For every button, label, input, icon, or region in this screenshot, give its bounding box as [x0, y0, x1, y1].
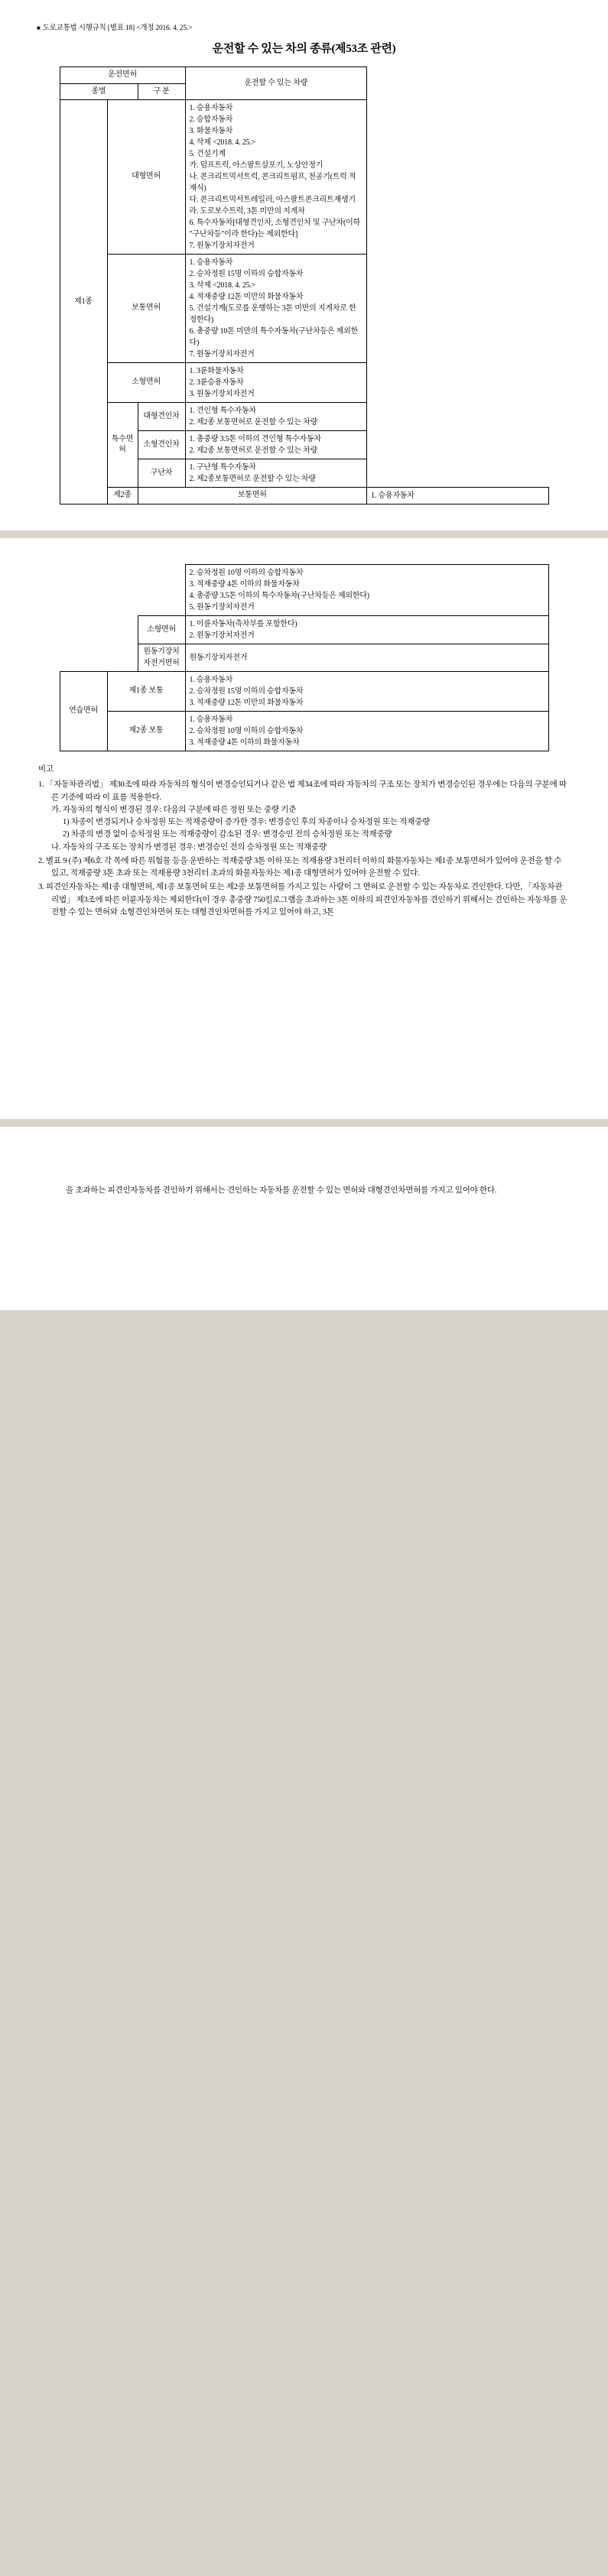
table-row: [60, 616, 548, 644]
vehicles-special-rescue: [185, 459, 367, 488]
list-item: 2. 제2종보통면허로 운전할 수 있는 차량: [189, 475, 316, 483]
list-item: 1. 승용자동차: [189, 715, 233, 724]
table-row: [60, 363, 548, 403]
header-type: 종별: [60, 83, 138, 100]
list-item: 1. 승용자동차: [189, 676, 233, 684]
list-item: 4. 삭제 <2018. 4. 25.>: [189, 138, 256, 147]
list-item: 3. 원동기장치자전거: [189, 390, 255, 398]
list-item: 3. 삭제 <2018. 4. 25.>: [189, 281, 256, 290]
note-subtext: 나. 자동차의 구조 또는 장치가 변경된 경우: 변경승인 전의 승차정원 또는 적재중량: [51, 842, 327, 852]
class-practice-class1: 제1종 보통: [107, 672, 185, 712]
header-license: 운전면허: [60, 67, 185, 84]
list-item: 1. 이륜자동차(측차부를 포함한다): [189, 620, 297, 628]
vehicles-class2-normal-continued: [185, 565, 548, 616]
note-text: 2. 별표 9 (주) 제6호 각 목에 따른 위험물 등을 운반하는 적재중량 3톤 이하 또는 적재용량 3천리터 이하의 화물자동차는 제1종 보통면허가 있어야 운전을 할 수 있고, 적재중량 3톤 초과 또는 적재용량 3천리터 초과의 화물자동차는 제1종 대형면허가 있어야 운전할 수 있다.: [38, 856, 562, 878]
list-item: 2. 원동기장치자전거: [189, 631, 255, 640]
vehicles-class2-normal: [367, 488, 549, 504]
vehicles-moped: [185, 644, 548, 672]
notes-continued: 을 초과하는 피견인자동차를 견인하기 위해서는 견인하는 자동차를 운전할 수 있는 면허와 대형견인차면허를 가지고 있어야 한다.: [66, 1186, 497, 1195]
list-item: 5. 원동기장치자전거: [189, 603, 255, 612]
table-row: [60, 565, 548, 616]
document-page-2: [0, 538, 608, 1119]
list-item: 1. 구난형 특수자동차: [189, 463, 256, 472]
class-class2-small: 소형면허: [138, 616, 185, 644]
list-item: 2. 승차정원 15명 이하의 승합자동차: [189, 270, 304, 278]
vehicles-small: [185, 363, 367, 403]
list-item: 2. 승차정원 10명 이하의 승합자동차: [189, 569, 304, 577]
note-text: 1. 「자동차관리법」 제30조에 따라 자동차의 형식이 변경승인되거나 같은 법 제34조에 따라 자동차의 구조 또는 장치가 변경승인된 경우에는 다음의 구분에 따른 기준에 따라 이 표를 적용한다.: [38, 780, 567, 802]
table-header-row: [60, 67, 548, 84]
list-item: 5. 건설기계(도로를 운행하는 3톤 미만의 지게차로 한정한다): [189, 304, 356, 324]
vehicles-normal: [185, 255, 367, 363]
list-item: 2. 제2종 보통면허로 운전할 수 있는 차량: [189, 446, 318, 455]
list-item: 4. 적재중량 12톤 미만의 화물자동차: [189, 293, 304, 301]
notes-label: 비고: [38, 765, 54, 774]
bullet-square-icon: ■: [37, 24, 41, 31]
list-item: 2. 승차정원 10명 이하의 승합자동차: [189, 727, 304, 735]
notes-section: [38, 764, 570, 919]
class-special-rescue: 구난차: [138, 459, 185, 488]
license-type-practice: 연습면허: [60, 672, 107, 751]
list-item: 가. 덤프트럭, 아스팔트살포기, 노상안정기: [189, 161, 324, 170]
class-special-group: 특수면허: [107, 403, 138, 488]
list-item: 3. 적재중량 4톤 이하의 화물자동차: [189, 738, 300, 747]
table-row: [60, 644, 548, 672]
class-class2-normal: 보통면허: [138, 488, 367, 504]
list-item: 3. 적재중량 4톤 이하의 화물자동차: [189, 580, 300, 589]
class-small: 소형면허: [107, 363, 185, 403]
class-moped: 원동기장치자전거면허: [138, 644, 185, 672]
class-practice-class2: 제2종 보통: [107, 712, 185, 751]
list-item: 3. 화물자동차: [189, 127, 233, 135]
vehicles-special-small-tow: [185, 431, 367, 459]
class-large: 대형면허: [107, 100, 185, 255]
note-item: [38, 881, 570, 919]
document-page-3: [0, 1127, 608, 1310]
document-header: [37, 21, 573, 32]
list-item: 1. 승용자동차: [189, 258, 233, 267]
list-item: 2. 제2종 보통면허로 운전할 수 있는 차량: [189, 418, 318, 427]
list-item: 1. 총중량 3.5톤 이하의 견인형 특수자동차: [189, 435, 321, 443]
note-item: [38, 779, 570, 854]
vehicles-large: [185, 100, 367, 255]
list-item: 나. 콘크리트믹서트럭, 콘크리트펌프, 천공기(트럭 적재식): [189, 173, 356, 193]
list-item: 6. 총중량 10톤 미만의 특수자동차(구난차등은 제외한다): [189, 327, 359, 347]
note-subtext: 1) 차종이 변경되거나 승차정원 또는 적재중량이 증가한 경우: 변경승인 후의 차종이나 승차정원 또는 적재중량: [63, 818, 431, 827]
license-type-class2: 제2종: [107, 488, 138, 504]
table-row: [60, 488, 548, 504]
list-item: 7. 원동기장치자전거: [189, 242, 255, 250]
vehicles-practice-class1: [185, 672, 548, 712]
class-normal: 보통면허: [107, 255, 185, 363]
list-item: 6. 특수자동차[대형견인차, 소형견인차 및 구난차(이하 "구난차등"이라 한다)는 제외한다]: [189, 219, 361, 238]
vehicle-license-table-continued: [60, 564, 549, 751]
note-text: 3. 피견인자동차는 제1종 대형면허, 제1종 보통면허 또는 제2종 보통면허를 가지고 있는 사람이 그 면허로 운전할 수 있는 자동차로 견인한다. 다만, 「자동차관리법」 제3조에 따른 이륜자동차는 제외한다(이 경우 총중량 750킬로그램을 초과하는 3톤 이하의 피견인자동차를 견인하기 위해서는 견인하는 자동차를 운전할 수 있는 면허와 소형견인차면허 또는 대형견인차면허를 가지고 있어야 하고, 3톤: [38, 883, 567, 917]
list-item: 1. 3륜화물자동차: [189, 367, 244, 375]
vehicle-license-table: [60, 67, 549, 504]
license-type-class1: 제1종: [60, 100, 107, 504]
list-item: 4. 총중량 3.5톤 이하의 특수자동차(구난차등은 제외한다): [189, 592, 369, 600]
page-title: 운전할 수 있는 차의 종류(제53조 관련): [212, 43, 396, 55]
list-item: 5. 건설기계: [189, 150, 226, 158]
list-item: 1. 승용자동차: [189, 104, 233, 112]
list-item: 1. 승용자동차: [371, 492, 415, 500]
list-item: 2. 승합자동차: [189, 115, 233, 124]
list-item: 라. 도로보수트럭, 3톤 미만의 지게차: [189, 207, 305, 216]
document-header-text: 도로교통법 시행규칙 [별표 18] <개정 2016. 4. 25.>: [42, 24, 193, 32]
table-row: [60, 712, 548, 751]
list-item: 원동기장치자전거: [189, 654, 248, 662]
table-row: [60, 255, 548, 363]
note-item: [38, 855, 570, 881]
list-item: 3. 적재중량 12톤 미만의 화물자동차: [189, 699, 304, 707]
vehicles-practice-class2: [185, 712, 548, 751]
document-page-1: [0, 0, 608, 530]
table-row: [60, 672, 548, 712]
list-item: 2. 승차정원 15명 이하의 승합자동차: [189, 687, 304, 696]
list-item: 다. 콘크리트믹서트레일러, 아스팔트콘크리트재생기: [189, 196, 356, 204]
vehicles-class2-small: [185, 616, 548, 644]
list-item: 1. 견인형 특수자동차: [189, 407, 256, 415]
header-vehicles: 운전할 수 있는 차량: [185, 67, 367, 100]
list-item: 2. 3륜승용자동차: [189, 378, 244, 387]
table-row: [60, 100, 548, 255]
note-subtext: 가. 자동차의 형식이 변경된 경우: 다음의 구분에 따른 정원 또는 중량 기준: [51, 805, 297, 814]
vehicles-special-large-tow: [185, 403, 367, 431]
table-row: [60, 403, 548, 431]
list-item: 7. 원동기장치자전거: [189, 350, 255, 358]
class-special-large-tow: 대형견인차: [138, 403, 185, 431]
note-subtext: 2) 차종의 변경 없이 승차정원 또는 적재중량이 감소된 경우: 변경승인 전의 승차정원 또는 적재중량: [63, 830, 392, 839]
header-class: 구 분: [138, 83, 185, 100]
class-special-small-tow: 소형견인차: [138, 431, 185, 459]
